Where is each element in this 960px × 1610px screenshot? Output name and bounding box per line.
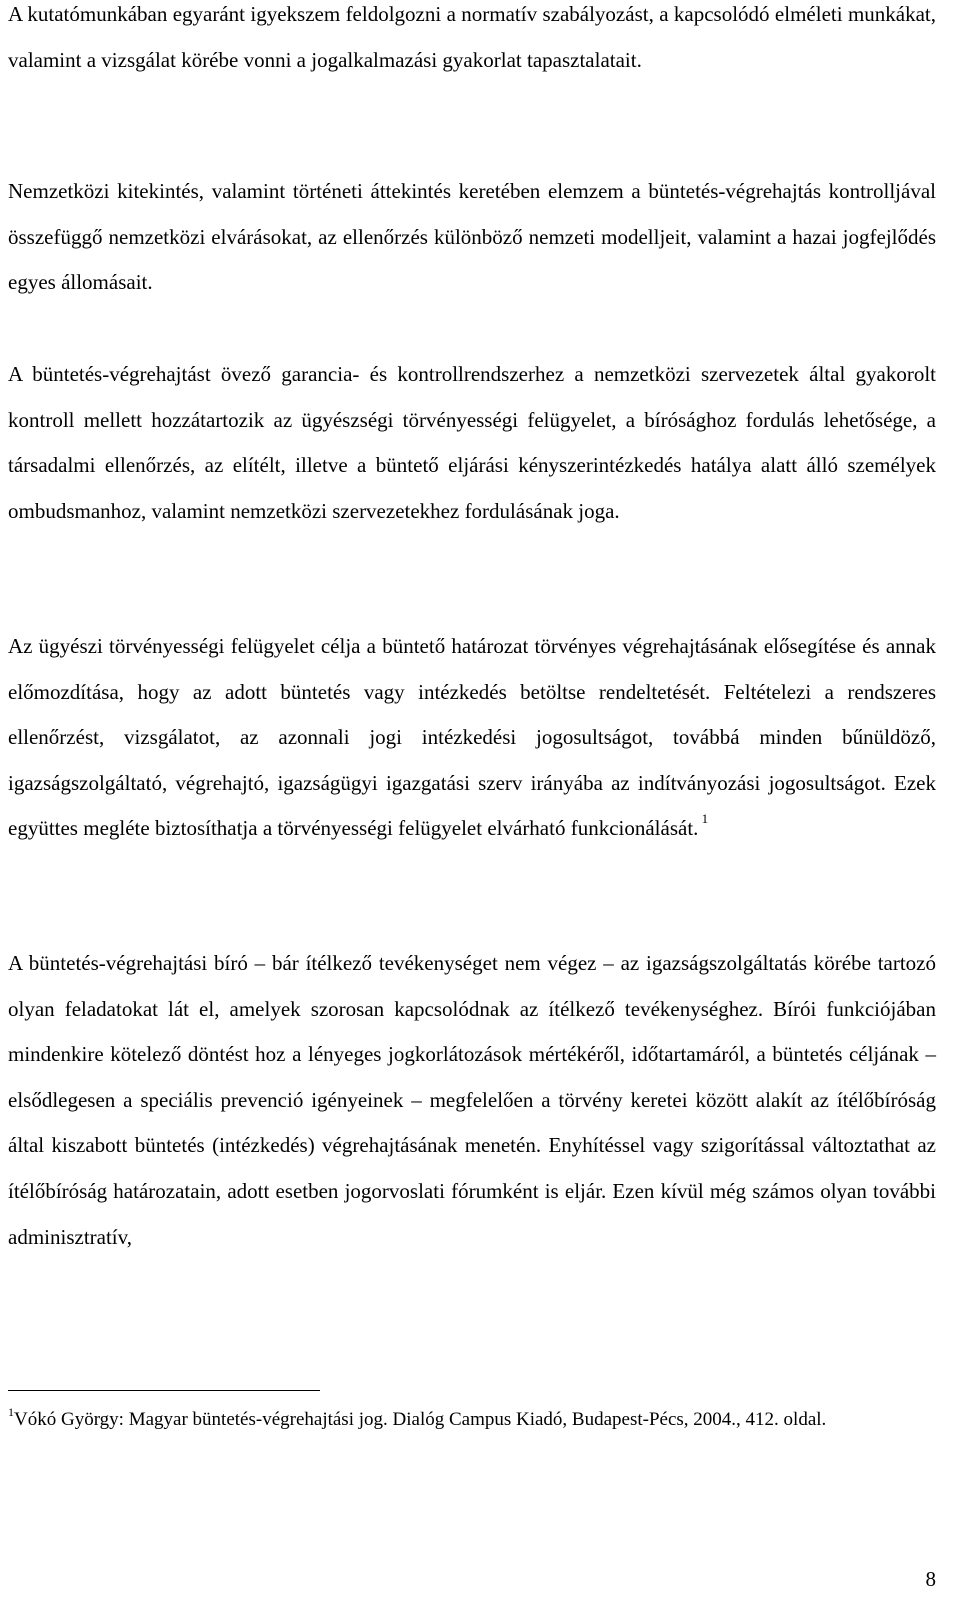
footnote-separator bbox=[8, 1390, 320, 1391]
footnote bbox=[8, 1404, 936, 1435]
paragraph-research-methods: A kutatómunkában egyaránt igyekszem feldolgozni a normatív szabályozást, a kapcsolódó elméleti munkákat, valamint a vizsgálat körébe vonni a jogalkalmazási gyakorlat tapasztalatait. bbox=[8, 2, 936, 72]
footnote-reference[interactable] bbox=[698, 811, 708, 826]
paragraph-prosecutorial-supervision bbox=[8, 624, 936, 852]
page-number: 8 bbox=[925, 1567, 936, 1591]
footnote-text: Vókó György: Magyar büntetés-végrehajtási jog. Dialóg Campus Kiadó, Budapest-Pécs, 2004., 412. oldal. bbox=[14, 1409, 827, 1430]
footnote-marker: 1 bbox=[8, 1405, 14, 1419]
paragraph-international-overview: Nemzetközi kitekintés, valamint történeti áttekintés keretében elemzem a büntetés-végrehajtás kontrolljával összefüggő nemzetközi elvárásokat, az ellenőrzés különböző nemzeti modelljeit, valamint a hazai jogfejlődés egyes állomásait. bbox=[8, 179, 936, 295]
paragraph-enforcement-judge: A büntetés-végrehajtási bíró – bár ítélkező tevékenységet nem végez – az igazságszolgáltatás körébe tartozó olyan feladatokat lát el, amelyek szorosan kapcsolódnak az ítélkező tevékenységhez. Bírói funkciójában mindenkire kötelező döntést hoz a lényeges jogkorlátozások mértékéről, időtartamáról, a büntetés céljának – elsődlegesen a speciális prevenció igényeinek – megfelelően a törvény keretei között alakít az ítélőbíróság által kiszabott büntetés (intézkedés) végrehajtásának menetén. Enyhítéssel vagy szigorítással változtathat az ítélőbíróság határozatain, adott esetben jogorvoslati fórumként is eljár. Ezen kívül még számos olyan további adminisztratív, bbox=[8, 951, 936, 1249]
paragraph-guarantee-system: A büntetés-végrehajtást övező garancia- és kontrollrendszerhez a nemzetközi szervezetek által gyakorolt kontroll mellett hozzátartozik az ügyészségi törvényességi felügyelet, a bírósághoz fordulás lehetősége, a társadalmi ellenőrzés, az elítélt, illetve a büntető eljárási kényszerintézkedés hatálya alatt álló személyek ombudsmanhoz, valamint nemzetközi szervezetekhez fordulásának joga. bbox=[8, 362, 936, 523]
footnote-reference-number: 1 bbox=[701, 811, 709, 827]
paragraph-prosecutorial-supervision-text: Az ügyészi törvényességi felügyelet célja a büntető határozat törvényes végrehajtásának elősegítése és annak előmozdítása, hogy az adott büntetés vagy intézkedés betöltse rendeltetését. Feltételezi a rendszeres ellenőrzést, vizsgálatot, az azonnali jogi intézkedési jogosultságot, továbbá minden bűnüldöző, igazságszolgáltató, végrehajtó, igazságügyi igazgatási szerv irányába az indítványozási jogosultságot. Ezek együttes megléte biztosíthatja a törvényességi felügyelet elvárható funkcionálását. bbox=[8, 634, 936, 841]
